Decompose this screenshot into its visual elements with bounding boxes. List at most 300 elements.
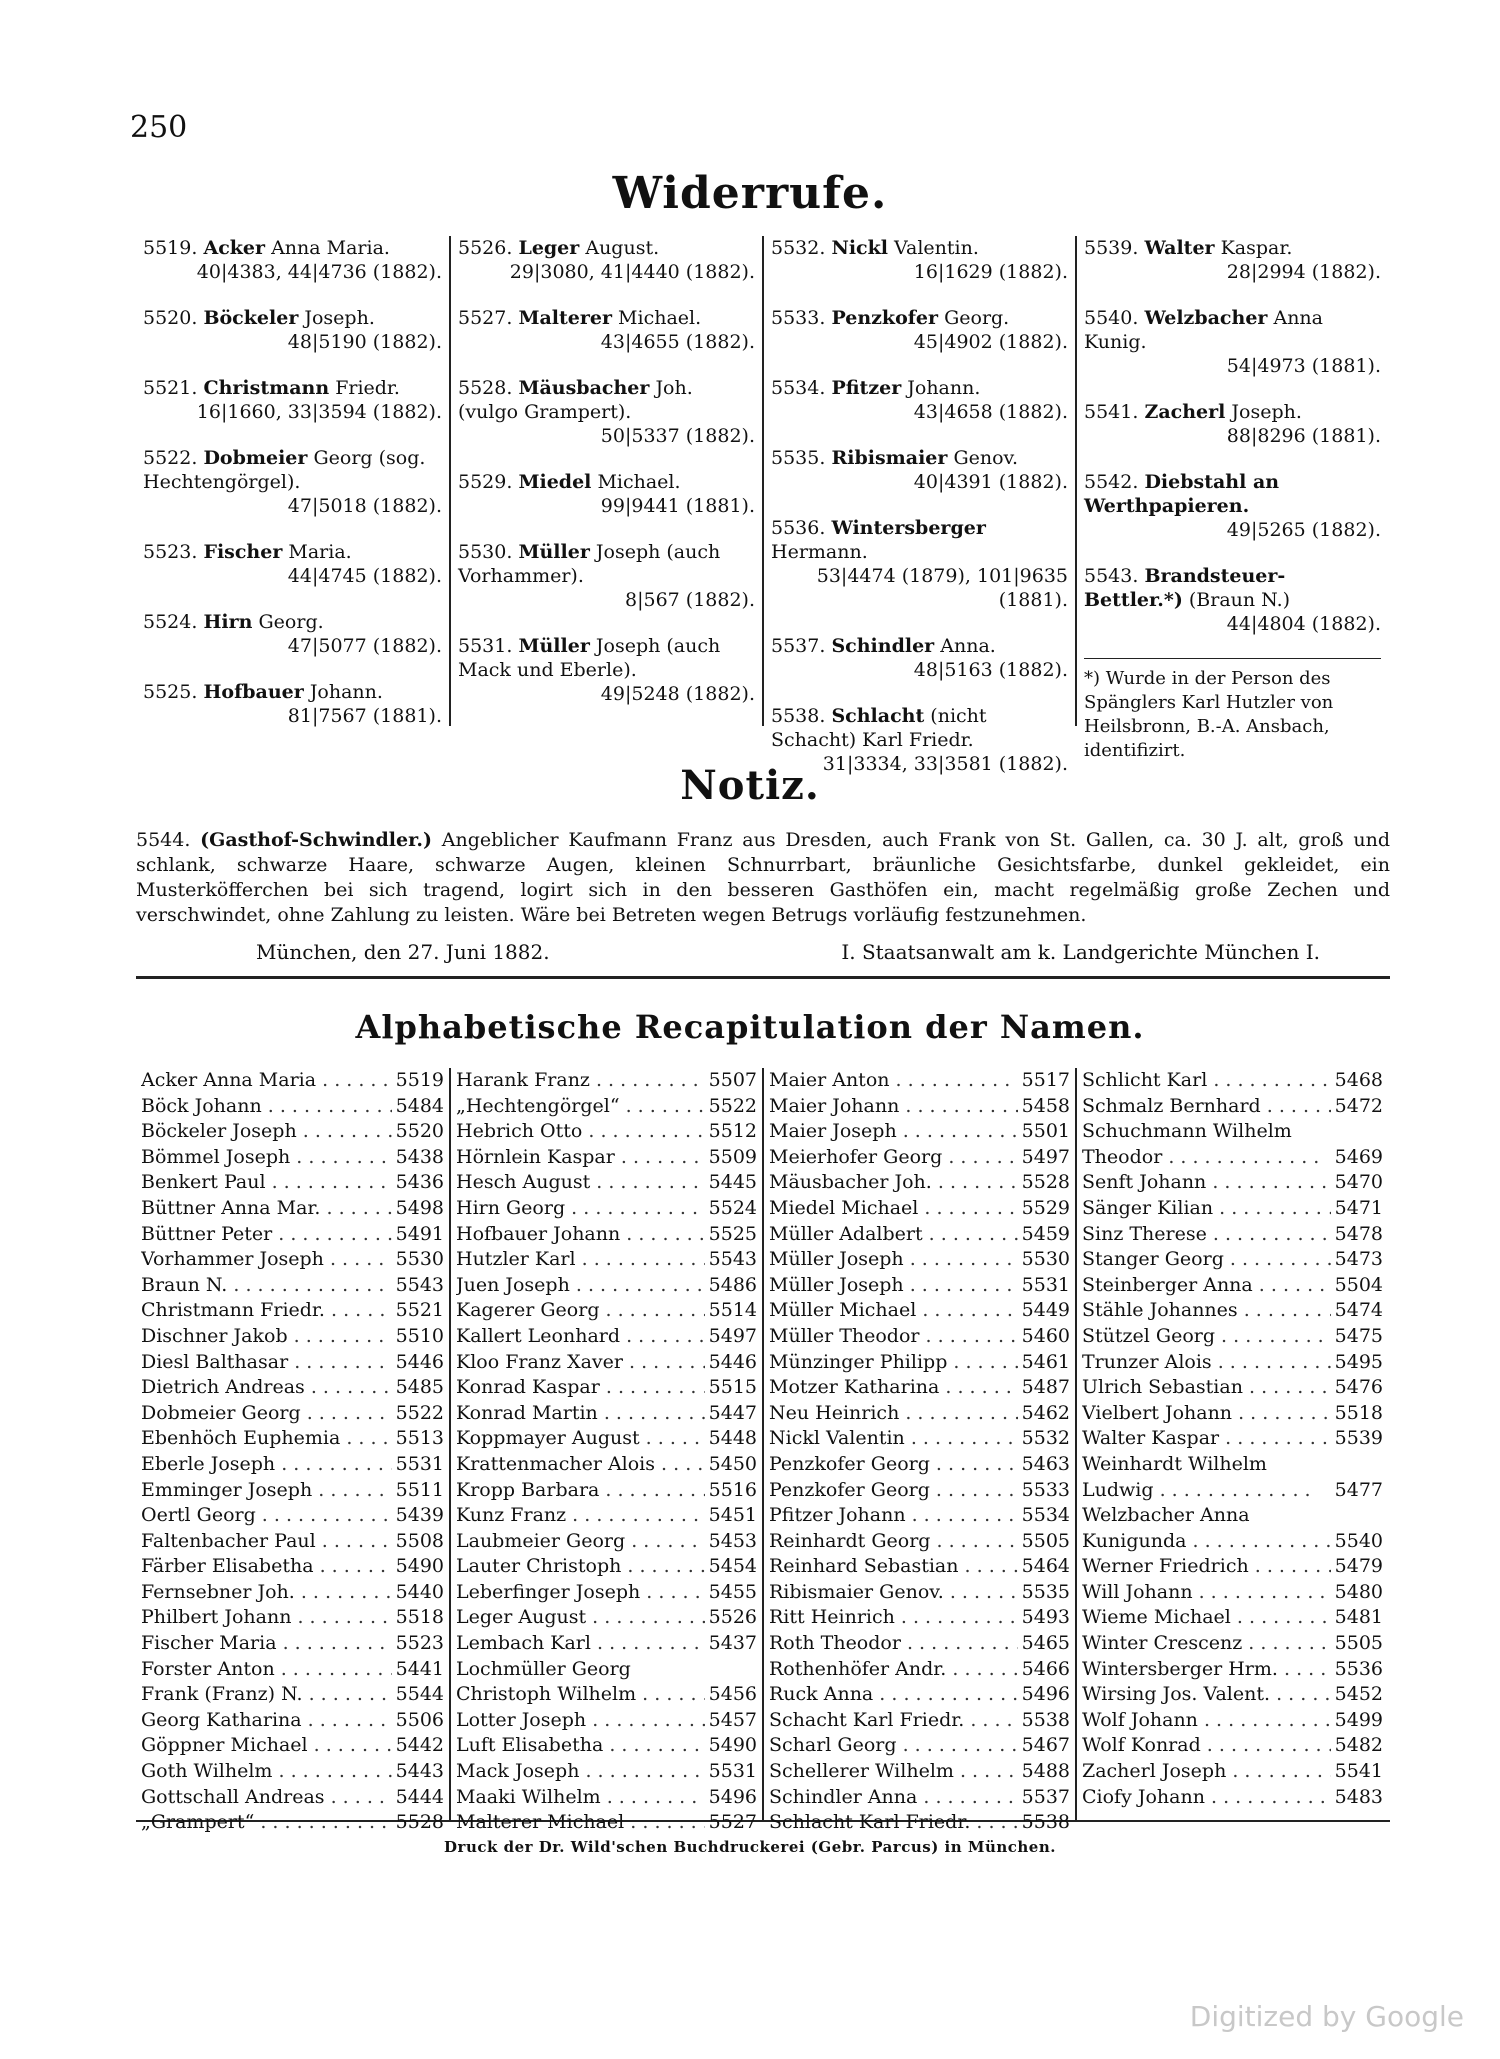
index-name: Penzkofer Georg . . . [769,1452,1018,1478]
index-number: 5493 [1021,1606,1070,1629]
index-row [1082,1298,1383,1324]
index-name: Pfitzer Johann . . . [769,1503,1018,1529]
widerruf-entry [143,446,442,518]
entry-reference: 40|4383, 44|4736 (1882). [196,261,442,283]
index-number: 5468 [1334,1069,1383,1091]
index-name: Ciofy Johann . . . [1082,1785,1331,1811]
index-name: Senft Johann . . . [1082,1170,1331,1196]
index-number: 5436 [395,1171,444,1194]
index-number: 5501 [1021,1120,1070,1143]
index-name: Büttner Peter . . . [141,1222,392,1248]
index-name: Vielbert Johann . . . [1082,1401,1331,1427]
entry-detail: Johann. [309,681,383,703]
index-number: 5455 [708,1580,757,1603]
widerruf-entry [458,306,755,354]
index-number: 5540 [1334,1529,1383,1552]
index-number: 5515 [708,1376,757,1399]
entry-reference: 47|5077 (1882). [287,635,442,657]
index-number: 5513 [395,1427,444,1450]
entry-reference: 49|5265 (1882). [1226,519,1381,541]
index-number: 5509 [708,1145,757,1168]
entry-reference: 54|4973 (1881). [1226,355,1381,377]
entry-detail: Anna Maria. [271,237,390,259]
footnote: *) Wurde in der Person des Spänglers Karl Hutzler von Heilsbronn, B.-A. Ansbach, identifizirt. [1084,658,1381,763]
index-row [1082,1631,1383,1657]
index-name: Laubmeier Georg . . . [456,1529,705,1555]
index-row [456,1657,757,1683]
index-column [136,1068,449,1834]
index-number: 5538 [1021,1811,1070,1834]
index-name: Leberfinger Joseph . . . [456,1580,705,1606]
index-number: 5437 [708,1632,757,1655]
entry-detail: Anna. [940,635,996,657]
index-row [456,1145,757,1171]
entry-name: Diebstahl an Werthpapieren. [1084,471,1280,517]
index-name: Hesch August . . . [456,1170,705,1196]
index-number: 5530 [1021,1248,1070,1271]
index-name: Harank Franz . . . [456,1068,705,1094]
index-number: 5523 [395,1632,444,1655]
entry-number: 5536. [771,517,826,539]
entry-reference: 16|1660, 33|3594 (1882). [196,401,442,423]
index-number: 5456 [708,1683,757,1706]
index-row [1082,1068,1383,1094]
widerruf-entry [143,236,442,284]
index-row [141,1452,444,1478]
notiz-number: 5544. [136,829,191,851]
index-name: Juen Joseph . . . [456,1273,705,1299]
index-row [456,1631,757,1657]
index-row [769,1605,1070,1631]
index-row [456,1426,757,1452]
entry-name: Leger [518,237,580,259]
entry-number: 5540. [1084,307,1139,329]
entry-name: Dobmeier [203,447,308,469]
index-number: 5447 [708,1401,757,1424]
index-row [1082,1554,1383,1580]
entry-detail: August. [585,237,660,259]
index-number: 5506 [395,1708,444,1731]
index-row [769,1759,1070,1785]
index-name: Hofbauer Johann . . . [456,1222,705,1248]
index-name: Konrad Martin . . . [456,1401,705,1427]
widerruf-entry [1084,236,1381,284]
index-number: 5528 [395,1811,444,1834]
entry-number: 5521. [143,377,198,399]
index-row [456,1708,757,1734]
index-number: 5525 [708,1222,757,1245]
index-row [456,1324,757,1350]
entry-reference: 48|5190 (1882). [287,331,442,353]
index-name: Malterer Michael . . . [456,1810,705,1836]
index-row [456,1401,757,1427]
entry-reference: 45|4902 (1882). [913,331,1068,353]
index-row [456,1170,757,1196]
widerruf-entry [143,376,442,424]
widerruf-entry [458,470,755,518]
index-name: „Hechtengörgel“ . . . [456,1094,705,1120]
index-number: 5462 [1021,1401,1070,1424]
index-number: 5473 [1334,1248,1383,1271]
entry-detail: Friedr. [335,377,400,399]
index-number: 5497 [1021,1145,1070,1168]
index-number: 5507 [708,1069,757,1091]
entry-name: Hofbauer [203,681,304,703]
index-number: 5475 [1334,1324,1383,1347]
index-number: 5460 [1021,1324,1070,1347]
widerruf-entry [143,680,442,728]
index-number: 5441 [395,1657,444,1680]
index-name: Zacherl Joseph . . . [1082,1759,1331,1785]
index-number: 5466 [1021,1657,1070,1680]
index-row [769,1068,1070,1094]
index-row [769,1631,1070,1657]
index-row [1082,1145,1383,1171]
index-number: 5524 [708,1196,757,1219]
index-number: 5444 [395,1785,444,1808]
index-row [769,1554,1070,1580]
entry-detail: Michael. [618,307,702,329]
widerruf-entry [143,306,442,354]
index-row [1082,1605,1383,1631]
entry-number: 5535. [771,447,826,469]
index-row [769,1708,1070,1734]
index-number: 5522 [708,1094,757,1117]
index-number: 5537 [1021,1785,1070,1808]
index-row [141,1503,444,1529]
page-number: 250 [130,110,188,145]
entry-reference: 53|4474 (1879), 101|9635 (1881). [816,565,1068,611]
index-name: Bömmel Joseph . . . [141,1145,392,1171]
entry-number: 5529. [458,471,513,493]
index-name: Sinz Therese . . . [1082,1222,1331,1248]
index-row [141,1145,444,1171]
entry-number: 5524. [143,611,198,633]
widerruf-entry [771,516,1068,612]
index-number: 5505 [1334,1632,1383,1655]
index-name: Schindler Anna . . . [769,1785,1018,1811]
index-number: 5459 [1021,1222,1070,1245]
index-number: 5508 [395,1529,444,1552]
index-name: Will Johann . . . [1082,1580,1331,1606]
index-name: „Grampert“ . . . [141,1810,392,1836]
index-number: 5446 [395,1350,444,1373]
index-row [141,1554,444,1580]
index-row [456,1247,757,1273]
entry-number: 5526. [458,237,513,259]
index-name: Schlicht Karl . . . [1082,1068,1331,1094]
index-name: Nickl Valentin . . . [769,1426,1018,1452]
index-number: 5543 [395,1273,444,1296]
index-number: 5445 [708,1171,757,1194]
index-name: Lotter Joseph . . . [456,1708,705,1734]
index-number: 5446 [708,1350,757,1373]
index-number: 5478 [1334,1222,1383,1245]
index-name: Welzbacher Anna [1082,1504,1250,1527]
index-row [1082,1682,1383,1708]
entry-name: Wintersberger [831,517,986,539]
index-number: 5448 [708,1427,757,1450]
entry-reference: 40|4391 (1882). [913,471,1068,493]
index-row [456,1222,757,1248]
index-row [141,1631,444,1657]
index-number: 5499 [1334,1708,1383,1731]
index-name: Müller Michael . . . [769,1298,1018,1324]
index-number: 5496 [1021,1683,1070,1706]
index-row [769,1298,1070,1324]
index-number: 5538 [1021,1708,1070,1731]
index-row [141,1350,444,1376]
index-row [769,1222,1070,1248]
index-name: Stähle Johannes . . . [1082,1298,1331,1324]
index-row [141,1298,444,1324]
index-number: 5481 [1334,1606,1383,1629]
index-row [769,1657,1070,1683]
index-number: 5465 [1021,1632,1070,1655]
index-row [769,1426,1070,1452]
entry-number: 5539. [1084,237,1139,259]
index-number: 5458 [1021,1094,1070,1117]
index-number: 5469 [1334,1145,1383,1168]
entry-number: 5532. [771,237,826,259]
index-name: Koppmayer August . . . [456,1426,705,1452]
index-row [769,1503,1070,1529]
index-number: 5543 [708,1248,757,1271]
index-name: Hutzler Karl . . . [456,1247,705,1273]
index-name: Miedel Michael . . . [769,1196,1018,1222]
entry-reference: 16|1629 (1882). [913,261,1068,283]
entry-detail: Joseph. [1231,401,1302,423]
entry-reference: 99|9441 (1881). [600,495,755,517]
index-name: Schuchmann Wilhelm [1082,1120,1292,1143]
index-name: Weinhardt Wilhelm [1082,1452,1267,1475]
index-name: Werner Friedrich . . . [1082,1554,1331,1580]
index-row [141,1094,444,1120]
index-number: 5443 [395,1760,444,1783]
index-number: 5528 [1021,1171,1070,1194]
section-divider [136,976,1390,979]
entry-detail: Georg. [258,611,324,633]
index-name: Müller Joseph . . . [769,1273,1018,1299]
widerrufe-title: Widerrufe. [612,168,888,219]
index-number: 5518 [1334,1401,1383,1424]
entry-detail: Genov. [953,447,1019,469]
index-row [141,1222,444,1248]
entry-detail: Georg (sog. Hechtengörgel). [143,447,426,493]
entry-name: Pfitzer [831,377,902,399]
entry-reference: 50|5337 (1882). [600,425,755,447]
index-name: Roth Theodor . . . [769,1631,1018,1657]
printer-line: Druck der Dr. Wild'schen Buchdruckerei (Gebr. Parcus) in München. [444,1838,1056,1856]
index-name: Faltenbacher Paul . . . [141,1529,392,1555]
index-row [1082,1350,1383,1376]
notiz-title: Notiz. [680,762,820,809]
index-name: Ludwig . . . [1082,1478,1331,1504]
index-name: Wolf Konrad . . . [1082,1733,1331,1759]
entry-reference: 43|4655 (1882). [600,331,755,353]
entry-detail: Joseph (auch Vorhammer). [458,541,721,587]
entry-number: 5543. [1084,565,1139,587]
entry-name: Welzbacher [1144,307,1268,329]
index-row [1082,1785,1383,1811]
entry-number: 5538. [771,705,826,727]
index-number: 5531 [708,1760,757,1783]
index-row [1082,1273,1383,1299]
index-number: 5483 [1334,1785,1383,1808]
widerruf-entry [771,306,1068,354]
index-row [769,1810,1070,1836]
index-row [769,1094,1070,1120]
widerruf-entry [458,236,755,284]
index-name: Ulrich Sebastian . . . [1082,1375,1331,1401]
index-row [141,1529,444,1555]
notiz-lead: (Gasthof-Schwindler.) [200,829,432,851]
widerrufe-column [1075,236,1388,761]
index-row [456,1196,757,1222]
index-name: Ebenhöch Euphemia . . . [141,1426,392,1452]
index-row [1082,1247,1383,1273]
index-row [456,1068,757,1094]
index-number: 5498 [395,1196,444,1219]
index-row [456,1810,757,1836]
index-row [141,1273,444,1299]
index-row [769,1580,1070,1606]
entry-detail: (Braun N.) [1188,589,1291,611]
entry-reference: 29|3080, 41|4440 (1882). [509,261,755,283]
index-row [141,1068,444,1094]
notiz-body [136,828,1390,928]
index-number: 5464 [1021,1555,1070,1578]
index-number: 5442 [395,1734,444,1757]
index-row [769,1682,1070,1708]
index-number: 5439 [395,1504,444,1527]
index-row [769,1247,1070,1273]
entry-detail: Michael. [597,471,681,493]
entry-detail: Maria. [288,541,352,563]
index-number: 5463 [1021,1452,1070,1475]
index-row [141,1580,444,1606]
index-number: 5482 [1334,1734,1383,1757]
index-row [141,1426,444,1452]
entry-name: Brandsteuer-Bettler.*) [1084,565,1286,611]
index-number: 5533 [1021,1478,1070,1501]
widerrufe-column [449,236,762,726]
index-name: Dietrich Andreas . . . [141,1375,392,1401]
index-row [141,1324,444,1350]
index-number: 5471 [1334,1196,1383,1219]
entry-number: 5520. [143,307,198,329]
index-row [456,1478,757,1504]
index-name: Luft Elisabetha . . . [456,1733,705,1759]
index-number: 5505 [1021,1529,1070,1552]
index-name: Forster Anton . . . [141,1657,392,1683]
index-name: Vorhammer Joseph . . . [141,1247,392,1273]
index-row [769,1529,1070,1555]
index-row [141,1196,444,1222]
index-name: Wintersberger Hrm. . . . [1082,1657,1331,1683]
index-name: Ribismaier Genov. . . . [769,1580,1018,1606]
index-name: Krattenmacher Alois . . . [456,1452,705,1478]
index-number: 5519 [395,1069,444,1091]
index-name: Stützel Georg . . . [1082,1324,1331,1350]
widerrufe-column [762,236,1075,775]
index-name: Lembach Karl . . . [456,1631,705,1657]
entry-name: Christmann [203,377,330,399]
entry-number: 5523. [143,541,198,563]
index-name: Müller Adalbert . . . [769,1222,1018,1248]
entry-name: Malterer [518,307,612,329]
entry-name: Ribismaier [831,447,948,469]
index-number: 5454 [708,1555,757,1578]
index-row [769,1324,1070,1350]
index-number: 5457 [708,1708,757,1731]
index-number [1379,1452,1383,1478]
index-number: 5487 [1021,1376,1070,1399]
index-name: Müller Theodor . . . [769,1324,1018,1350]
index-number [1379,1119,1383,1145]
index-name: Motzer Katharina . . . [769,1375,1018,1401]
widerruf-entry [458,634,755,706]
index-name: Schmalz Bernhard . . . [1082,1094,1331,1120]
index-row [141,1657,444,1683]
entry-name: Miedel [518,471,592,493]
index-row [456,1119,757,1145]
index-row [1082,1375,1383,1401]
index-name: Stanger Georg . . . [1082,1247,1331,1273]
index-row [769,1375,1070,1401]
index-name: Rothenhöfer Andr. . . . [769,1657,1018,1683]
entry-number: 5528. [458,377,513,399]
index-name: Oertl Georg . . . [141,1503,392,1529]
widerruf-entry [143,540,442,588]
index-name: Dobmeier Georg . . . [141,1401,392,1427]
entry-reference: 8|567 (1882). [624,589,755,611]
index-number: 5511 [395,1478,444,1501]
index-name: Trunzer Alois . . . [1082,1350,1331,1376]
index-number: 5438 [395,1145,444,1168]
index-row [141,1375,444,1401]
index-row [1082,1529,1383,1555]
index-name: Schellerer Wilhelm . . . [769,1759,1018,1785]
index-name: Fischer Maria . . . [141,1631,392,1657]
entry-reference: 28|2994 (1882). [1226,261,1381,283]
entry-name: Müller [518,541,590,563]
index-name: Christoph Wilhelm . . . [456,1682,705,1708]
entry-name: Penzkofer [831,307,939,329]
entry-number: 5531. [458,635,513,657]
index-number: 5520 [395,1120,444,1143]
index-name: Philbert Johann . . . [141,1605,392,1631]
index-row [769,1170,1070,1196]
index-row [456,1298,757,1324]
index-row [141,1733,444,1759]
index-row [456,1682,757,1708]
index-number: 5512 [708,1120,757,1143]
index-name: Penzkofer Georg . . . [769,1478,1018,1504]
index-name: Maier Joseph . . . [769,1119,1018,1145]
index-row [769,1478,1070,1504]
index-number: 5474 [1334,1299,1383,1322]
index-name: Frank (Franz) N. . . . [141,1682,392,1708]
alphabetic-index [136,1068,1390,1834]
index-number: 5480 [1334,1580,1383,1603]
index-name: Walter Kaspar . . . [1082,1426,1331,1452]
widerrufe-column [136,236,449,726]
index-row [456,1452,757,1478]
index-number [1379,1503,1383,1529]
entry-reference: 88|8296 (1881). [1226,425,1381,447]
index-number: 5491 [395,1222,444,1245]
